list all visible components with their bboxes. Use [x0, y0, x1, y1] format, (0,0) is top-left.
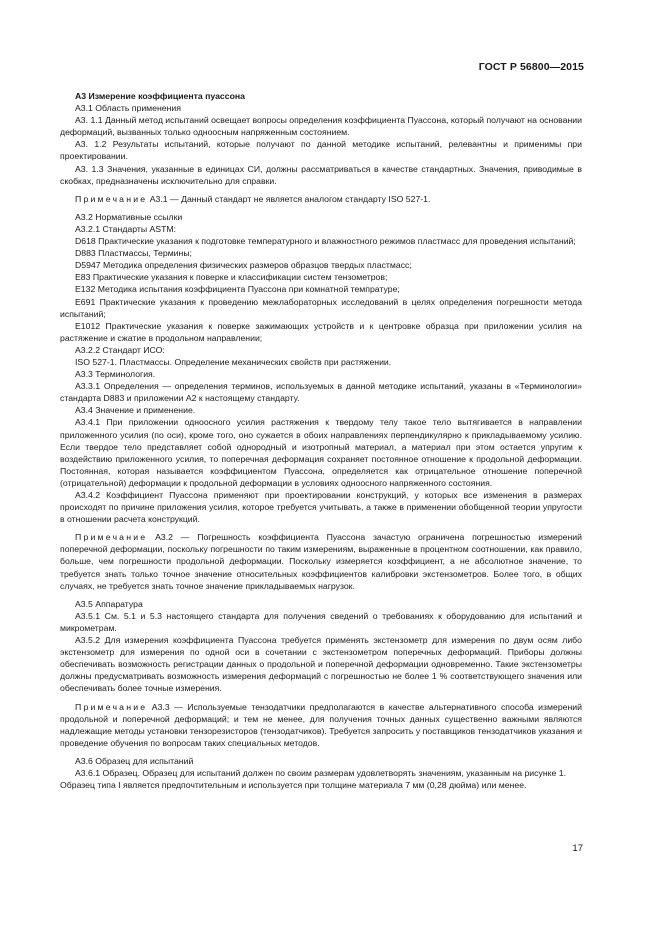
paragraph: А3. 1.2 Результаты испытаний, которые получают по данной методике испытаний, релевантны и применимы при проектировании.	[60, 139, 582, 162]
paragraph: А3.2.1 Стандарты ASTM:	[75, 223, 177, 234]
paragraph: А3. 1.1 Данный метод испытаний освещает вопросы определения коэффициента Пуассона, который получают на основании деформаций, вызванных только одноосным напряженным состоянием.	[60, 115, 582, 138]
paragraph: А3.5 Аппаратура	[75, 598, 143, 609]
note-text: А3.2 — Погрешность коэффициента Пуассона зачастую ограничена погрешностью измерений поперечной деформации, поскольку погрешности по таким измерениям, выраженные в процентном соотношении, как правило, больше, чем погрешности продольной деформации. Поскольку измеряется коэффициент, а не абсолютное значение, то требуется знать только точное значение относительных коэффициентов калибровки экстензометров. Более того, в общих случаях, не требуется знать точное значение прикладываемых нагрузок.	[60, 532, 582, 591]
standard-number: ГОСТ Р 56800—2015	[478, 61, 584, 73]
note-text: А3.1 — Данный стандарт не является аналогом стандарту ISO 527-1.	[147, 193, 431, 204]
note-text: А3.3 — Используемые тензодатчики предполагаются в качестве альтернативного способа измерений продольной и поперечной деформаций; и тем не менее, для получения точных данных существенно важными являются надлежащие методы установки тензорезисторов (тензодатчиков). Требуется запросить у поставщиков тензодатчиков указания и проведение обучения по вопросам таких специальных методов.	[60, 701, 582, 748]
note-label: Примечание	[75, 701, 148, 712]
paragraph: А3.2.2 Стандарт ИСО:	[75, 344, 165, 355]
paragraph: А3.5.2 Для измерения коэффициента Пуассона требуется применять экстензометр для измерения по двум осям либо экстензометр для измерения по одной оси в сочетании с экстензометром поперечных деформаций. Приборы должны обеспечивать возможность регистрации данных о продольной и поперечной деформации одновременно. Такие экстензометры должны предусматривать возможность измерения деформаций с погрешностью не более 1 % соответствующего значения или обеспечивать более точные измерения.	[60, 635, 582, 694]
paragraph: Е1012 Практические указания к поверке зажимающих устройств и к центровке образца при приложении усилия на растяжение и сжатие в продольном направлении;	[60, 320, 582, 343]
paragraph: А3.2 Нормативные ссылки	[75, 211, 183, 222]
paragraph: А3.4.1 При приложении одноосного усилия растяжения к твердому телу такое тело вытягивается в направлении приложенного усилия (по оси), кроме того, оно сужается в обоих направлениях перпендикулярно к прикладываемому усилию. Если твердое тело представляет собой однородный и изотропный материал, а материал при этом остается упругим к воздействию приложенного усилия, то поперечная деформация сохраняет постоянное отношение к продольной деформации. Постоянная, которая называется коэффициентом Пуассона, определяется как отрицательное отношение поперечной (отрицательной) деформации к продольной деформации в условиях одноосного напряженного состояния.	[60, 417, 582, 488]
paragraph: А3.4.2 Коэффициент Пуассона применяют при проектировании конструкций, у которых все изменения в размерах происходят по причине приложения усилия, которое требуется учитывать, а также в применении обобщенной теории упругости в отношении расчета конструкций.	[60, 490, 582, 525]
paragraph: А3.5.1 См. 5.1 и 5.3 настоящего стандарта для получения сведений о требованиях к оборудованию для испытаний и микрометрам.	[60, 610, 582, 633]
document-body	[60, 90, 582, 791]
section-title: А3 Измерение коэффициента пуассона	[75, 91, 245, 101]
note-label: Примечание	[75, 532, 148, 543]
paragraph: D5947 Методика определения физических размеров образцов твердых пластмасс;	[75, 260, 412, 271]
paragraph: А3.6 Образец для испытаний	[75, 755, 194, 766]
paragraph: D883 Пластмассы, Термины;	[75, 248, 192, 259]
paragraph: Е83 Практические указания к поверке и классификации систем тензометров;	[75, 272, 388, 283]
paragraph: А3.6.1 Образец. Образец для испытаний должен по своим размерам удовлетворять значениям, указанным на рисунке 1. Образец типа I является предпочтительным и используется при толщине материала 7 мм (0,28 дюйма) или менее.	[60, 767, 567, 791]
paragraph: Е132 Методика испытания коэффициента Пуассона при комнатной темпратуре;	[75, 284, 400, 295]
paragraph: D618 Практические указания к подготовке температурного и влажностного режимов пластмасс для проведения испытаний;	[75, 236, 576, 247]
note	[60, 701, 582, 749]
paragraph: А3. 1.3 Значения, указанные в единицах СИ, должны рассматриваться в качестве стандартных. Значения, приводимые в скобках, предназначены исключительно для справки.	[60, 163, 582, 186]
page-number: 17	[572, 843, 583, 854]
paragraph: ISO 527-1. Пластмассы. Определение механических свойств при растяжении.	[75, 356, 392, 367]
paragraph: А3.4 Значение и применение.	[75, 405, 196, 416]
paragraph: А3.3.1 Определения — определения терминов, используемых в данной методике испытаний, указаны в «Терминологии» стандарта D883 и приложении А2 к настоящему стандарту.	[60, 381, 582, 404]
paragraph: А3.1 Область применения	[75, 103, 181, 114]
paragraph: Е691 Практические указания к проведению межлабораторных исследований в целях определения погрешности метода испытаний;	[60, 296, 582, 319]
note	[60, 193, 582, 205]
paragraph: А3.3 Терминология.	[75, 369, 156, 380]
note-label: Примечание	[75, 193, 148, 204]
note	[60, 531, 582, 591]
